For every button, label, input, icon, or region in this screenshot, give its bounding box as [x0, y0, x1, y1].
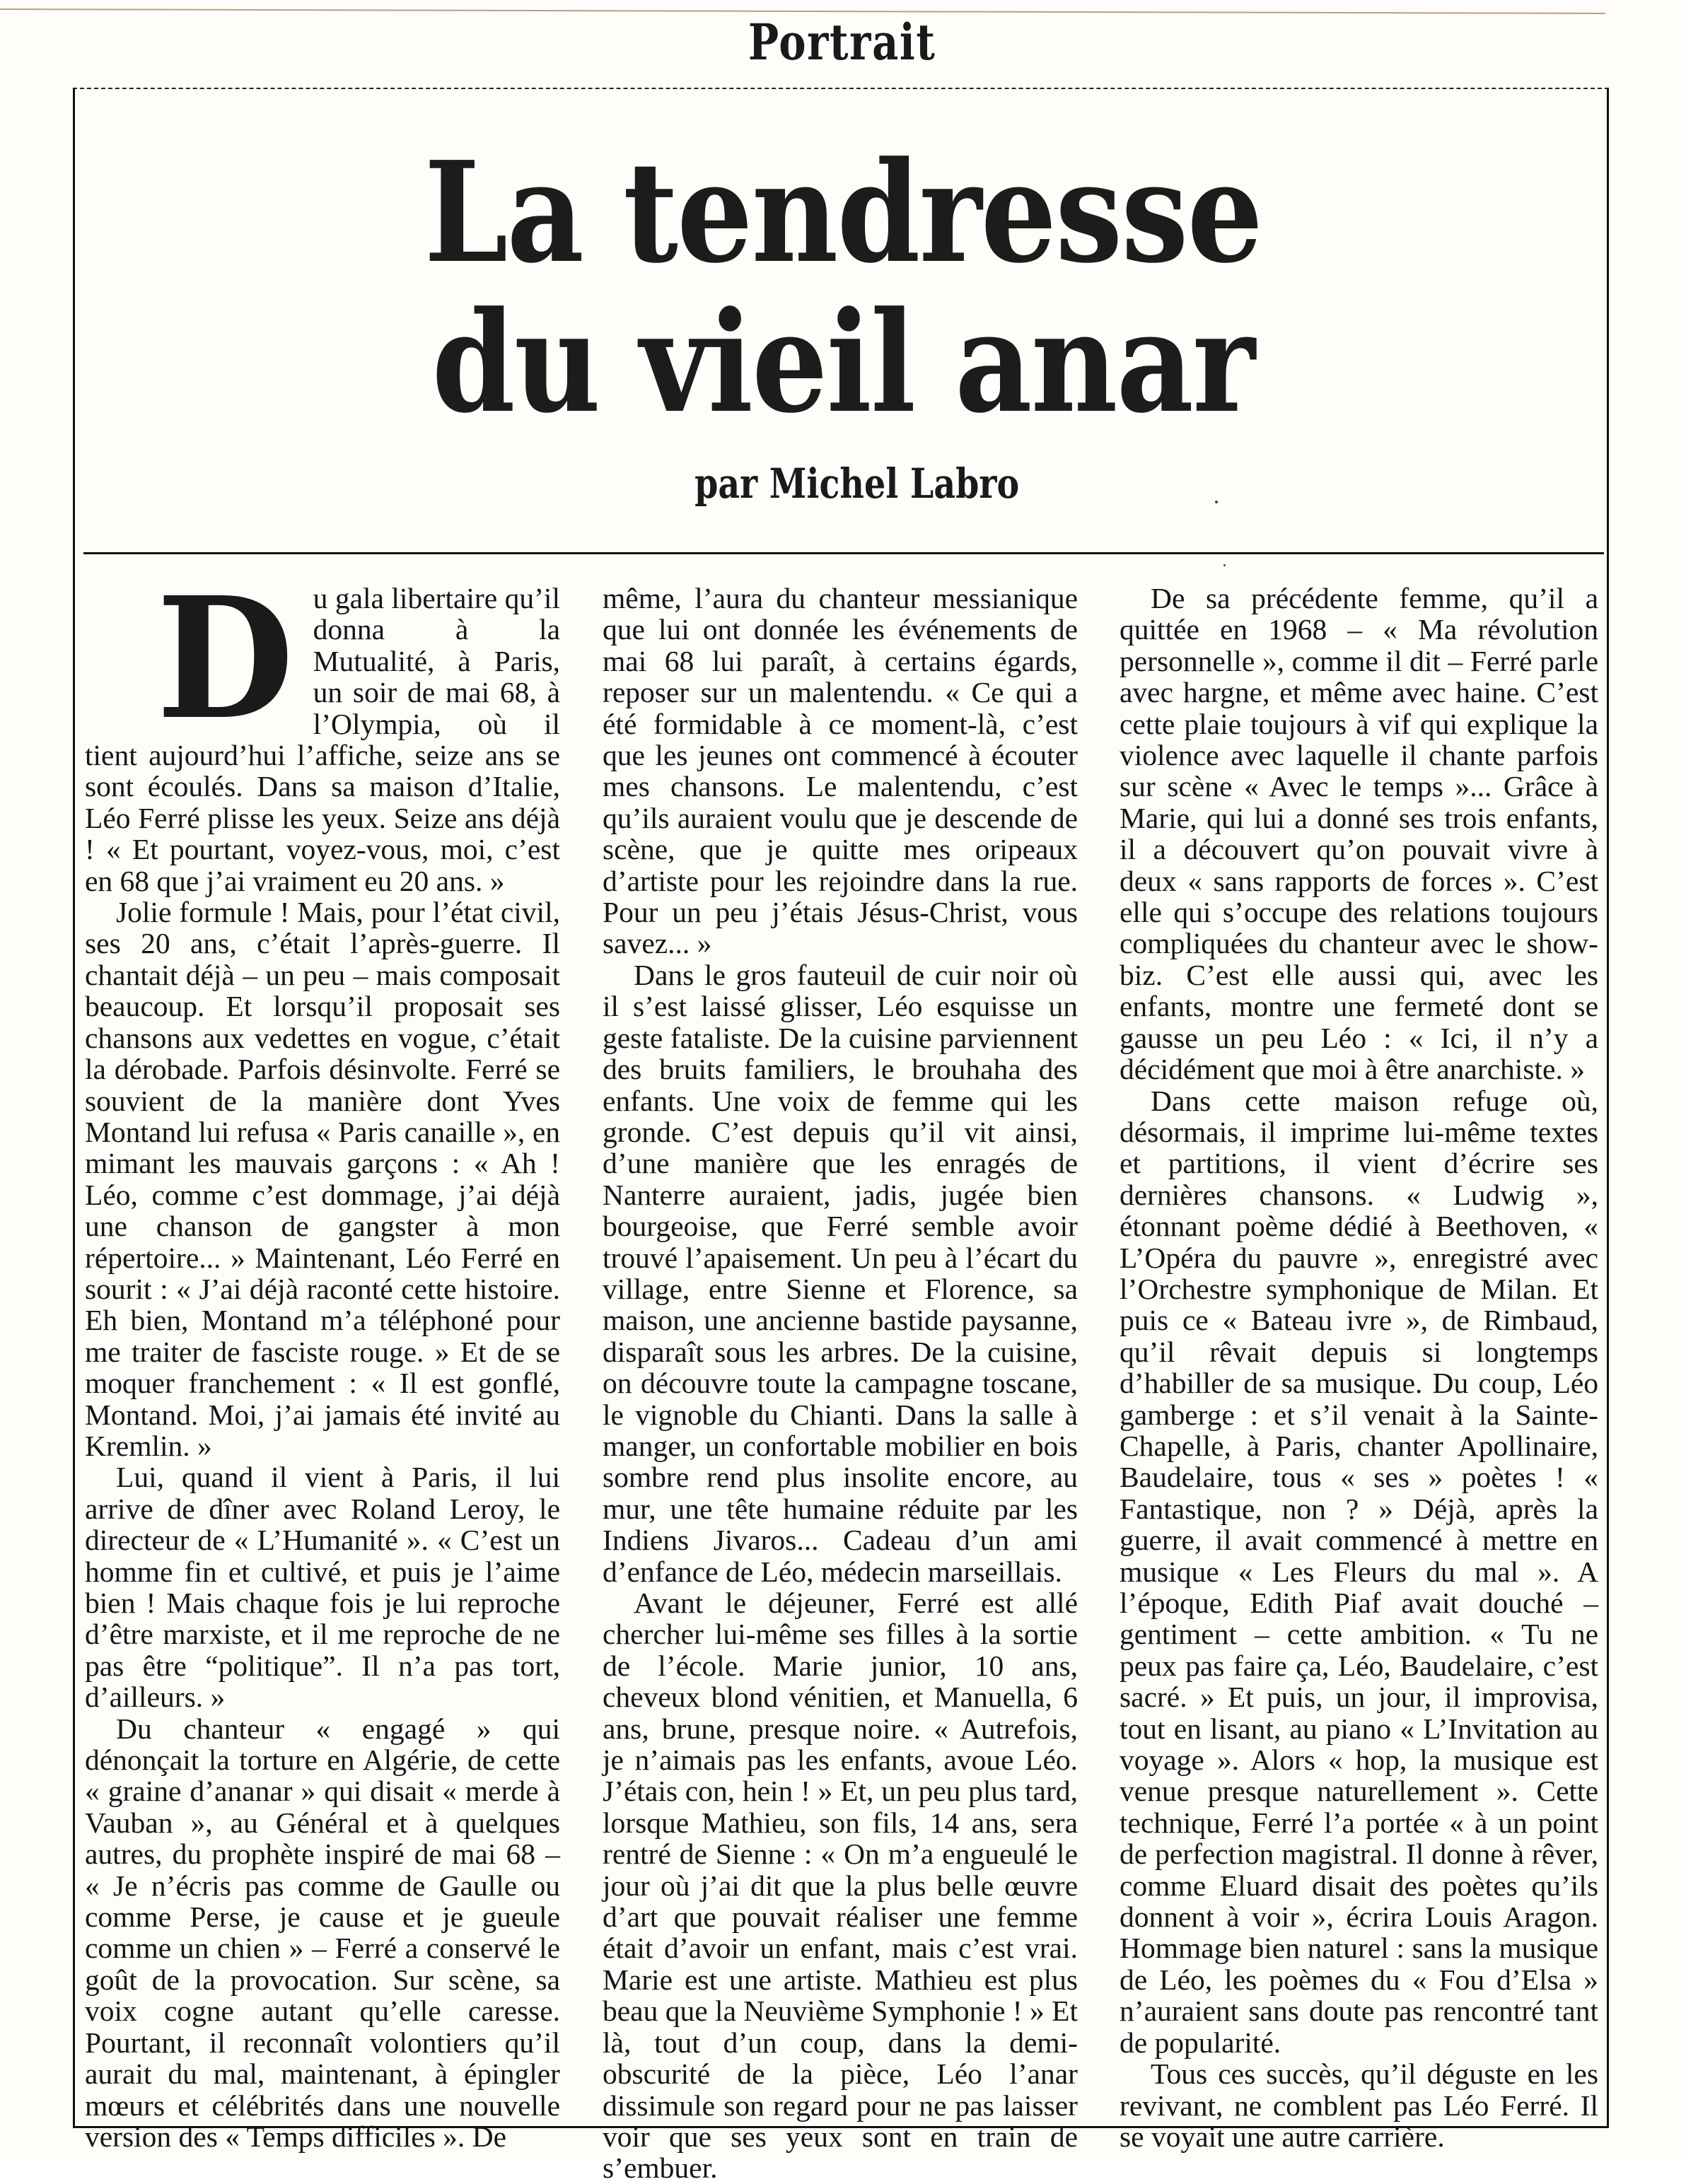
byline: par Michel Labro: [694, 460, 1020, 508]
headline-line-2: du vieil anar: [431, 281, 1255, 444]
paragraph: Lui, quand il vient à Paris, il lui arrive de dîner avec Roland Leroy, le directeur de « L’Humanité ». « C’est un homme fin et cultivé, et puis je l’aime bien ! Mais chaque fois je lui reproche d’être marxiste, et il me reproche de ne pas être “politique”. Il n’a pas tort, d’ailleurs. »: [85, 1461, 560, 1714]
header-divider: [83, 552, 1604, 554]
article-column-3: [1120, 583, 1598, 2152]
paragraph: Avant le déjeuner, Ferré est allé chercher lui-même ses filles à la sortie de l’école. Marie junior, 10 ans, cheveux blond vénitien, et Manuella, 6 ans, brune, presque noire. « Autrefois, je n’aimais pas les enfants, avoue Léo. J’étais con, hein ! » Et, un peu plus tard, lorsque Mathieu, son fils, 14 ans, sera rentré de Sienne : « On m’a engueulé le jour où j’ai dit que la plus belle œuvre d’art que pouvait réaliser une femme était d’avoir un enfant, mais c’est vrai. Marie est une artiste. Mathieu est plus beau que la Neuvième Symphonie ! » Et là, tout d’un coup, dans la demi-obscurité de la pièce, Léo l’anar dissimule son regard pour ne pas laisser voir que ses yeux sont en train de s’embuer.: [603, 1587, 1078, 2184]
paragraph: Tous ces succès, qu’il déguste en les revivant, ne comblent pas Léo Ferré. Il se voyait une autre carrière.: [1120, 2057, 1598, 2153]
paragraph: De sa précédente femme, qu’il a quittée en 1968 – « Ma révolution personnelle », comme il dit – Ferré parle avec hargne, et même avec haine. C’est cette plaie toujours à vif qui explique la violence avec laquelle il chante parfois sur scène « Avec le temps »... Grâce à Marie, qui lui a donné ses trois enfants, il a découvert qu’on pouvait vivre à deux « sans rapports de forces ». C’est elle qui s’occupe des relations toujours compliquées du chanteur avec le show-biz. C’est elle aussi qui, avec les enfants, montre une fermeté dont se gausse un peu Léo : « Ici, il n’y a décidément que moi à être anarchiste. »: [1120, 582, 1598, 1086]
print-speck: [1215, 501, 1218, 503]
print-speck: [1223, 564, 1226, 566]
section-kicker: Portrait: [748, 13, 936, 71]
article-column-1: [85, 560, 560, 2153]
paragraph: Dans le gros fauteuil de cuir noir où il s’est laissé glisser, Léo esquisse un geste fataliste. De la cuisine parviennent des bruits familiers, le brouhaha des enfants. Une voix de femme qui les gronde. C’est depuis qu’il vit ainsi, d’une manière que les enragés de Nanterre auraient, jadis, jugée bien bourgeoise, que Ferré semble avoir trouvé l’apaisement. Un peu à l’écart du village, entre Sienne et Florence, sa maison, une ancienne bastide paysanne, disparaît sous les arbres. De la cuisine, on découvre toute la campagne toscane, le vignoble du Chianti. Dans la salle à manger, un confortable mobilier en bois sombre rend plus insolite encore, au mur, une tête humaine réduite par les Indiens Jivaros... Cadeau d’un ami d’enfance de Léo, médecin marseillais.: [603, 958, 1078, 1588]
headline: [118, 132, 1568, 444]
drop-cap: D: [156, 560, 294, 757]
paragraph: Du chanteur « engagé » qui dénonçait la torture en Algérie, de cette « graine d’ananar » qui disait « merde à Vauban », au Général et à quelques autres, du prophète inspiré de mai 68 – « Je n’écris pas comme de Gaulle ou comme Perse, je cause et je gueule comme un chien » – Ferré a conservé le goût de la provocation. Sur scène, sa voix cogne autant qu’elle caresse. Pourtant, il reconnaît volontiers qu’il aurait du mal, maintenant, à épingler mœurs et célébrités dans une nouvelle version des « Temps difficiles ». De: [85, 1712, 560, 2153]
paragraph: Dans cette maison refuge où, désormais, il imprime lui-même textes et partitions, il vient d’écrire ses dernières chansons. « Ludwig », étonnant poème dédié à Beethoven, « L’Opéra du pauvre », enregistré avec l’Orchestre symphonique de Milan. Et puis ce « Bateau ivre », de Rimbaud, qu’il rêvait depuis si longtemps d’habiller de sa musique. Du coup, Léo gamberge : et s’il venait à la Sainte-Chapelle, à Paris, chanter Apollinaire, Baudelaire, tous « ses » poètes ! « Fantastique, non ? » Déjà, après la guerre, il avait commencé à mettre en musique « Les Fleurs du mal ». A l’époque, Edith Piaf avait douché – gentiment – cette ambition. « Tu ne peux pas faire ça, Léo, Baudelaire, c’est sacré. » Et puis, un jour, il improvisa, tout en lisant, au piano « L’Invitation au voyage ». Alors « hop, la musique est venue presque naturellement ». Cette technique, Ferré l’a portée « à un point de perfection magistral. Il donne à rêver, comme Eluard disait des poètes qu’ils donnent à voir », écrira Louis Aragon. Hommage bien naturel : sans la musique de Léo, les poèmes du « Fou d’Elsa » n’auraient sans doute pas rencontré tant de popularité.: [1120, 1084, 1598, 2059]
paragraph: même, l’aura du chanteur messianique que lui ont donnée les événements de mai 68 lui paraît, à certains égards, reposer sur un malentendu. « Ce qui a été formidable à ce moment-là, c’est que les jeunes ont commencé à écouter mes chansons. Le malentendu, c’est qu’ils auraient voulu que je descende de scène, que je quitte mes oripeaux d’artiste pour les rejoindre dans la rue. Pour un peu j’étais Jésus-Christ, vous savez... »: [603, 582, 1078, 960]
headline-line-1: La tendresse: [424, 132, 1262, 294]
paragraph: Jolie formule ! Mais, pour l’état civil, ses 20 ans, c’était l’après-guerre. Il chantait déjà – un peu – mais composait beaucoup. Et lorsqu’il proposait ses chansons aux vedettes en vogue, c’était la dérobade. Parfois désinvolte. Ferré se souvient de la manière dont Yves Montand lui refusa « Paris canaille », en mimant les mauvais garçons : « Ah ! Léo, comme c’est dommage, j’ai déjà une chanson de gangster à mon répertoire... » Maintenant, Léo Ferré en sourit : « J’ai déjà raconté cette histoire. Eh bien, Montand m’a téléphoné pour me traiter de fasciste rouge. » Et de se moquer franchement : « Il est gonflé, Montand. Moi, j’ai jamais été invité au Kremlin. »: [85, 896, 560, 1462]
article-column-2: [603, 583, 1078, 2184]
paragraph: Du gala libertaire qu’il donna à la Mutualité, à Paris, un soir de mai 68, à l’Olympia, où il tient aujourd’hui l’affiche, seize ans se sont écoulés. Dans sa maison d’Italie, Léo Ferré plisse les yeux. Seize ans déjà ! « Et pourtant, voyez-vous, moi, c’est en 68 que j’ai vraiment eu 20 ans. »: [85, 560, 560, 897]
